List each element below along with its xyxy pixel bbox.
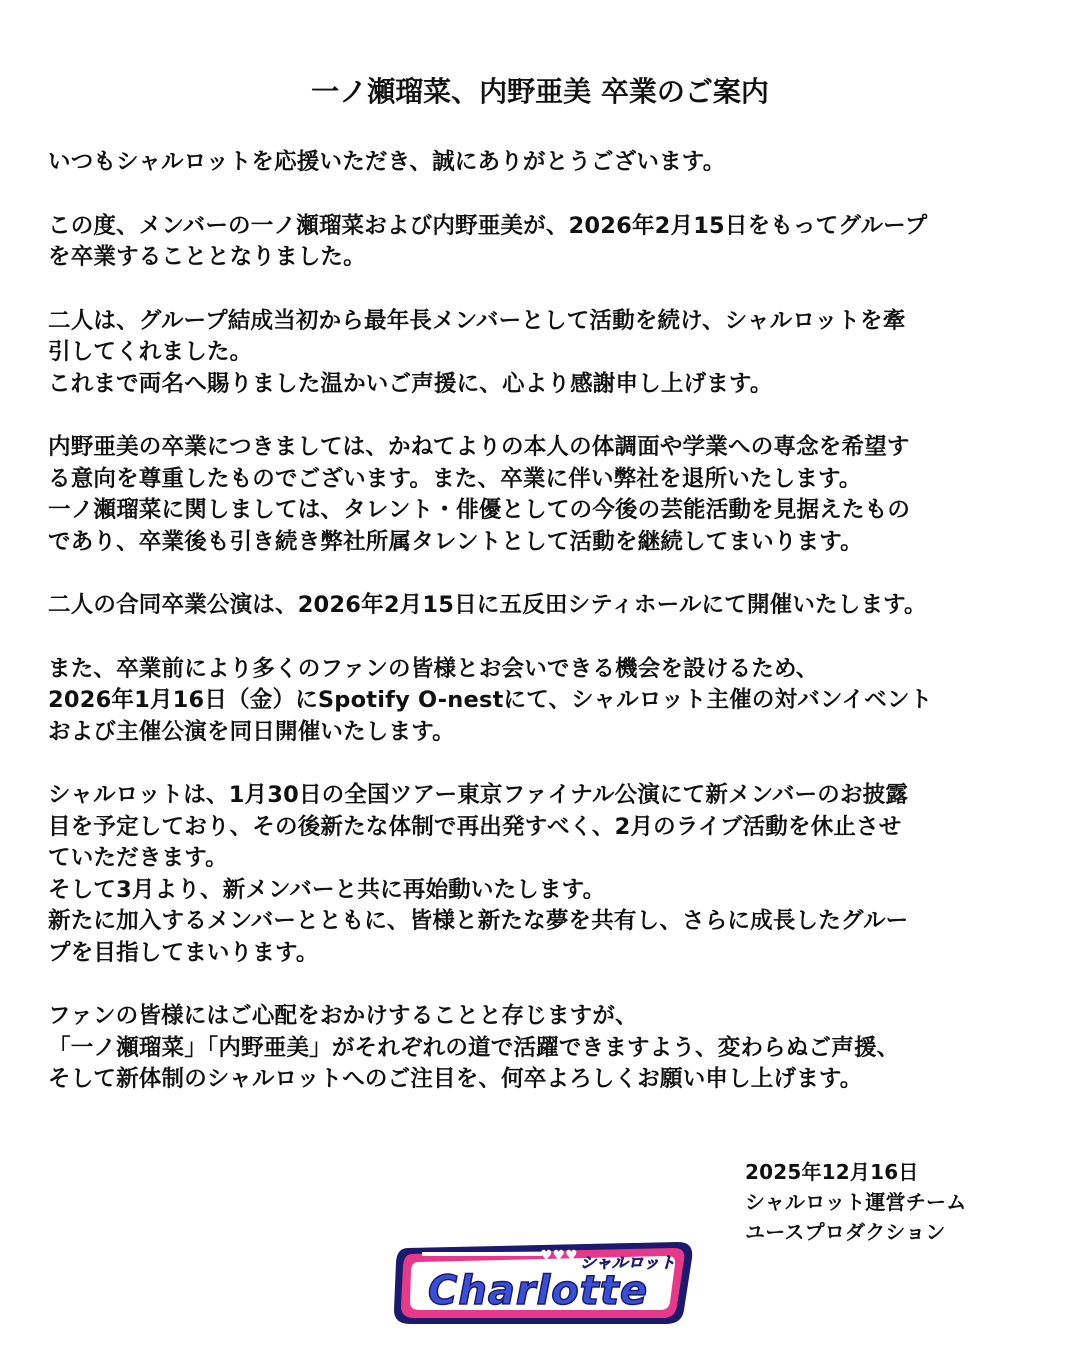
paragraph-line: これまで両名へ賜りました温かいご声援に、心より感謝申し上げます。 [48, 370, 773, 397]
announcement-paragraph [48, 432, 1038, 558]
page-title: 一ノ瀬瑠菜、内野亜美 卒業のご案内 [311, 75, 769, 108]
announcement-paragraph [48, 780, 1038, 969]
paragraph-line: そして3月より、新メンバーと共に再始動いたします。 [48, 876, 606, 903]
paragraph-line: る意向を尊重したものでございます。また、卒業に伴い弊社を退所いたします。 [48, 465, 862, 492]
paragraph-line: 2026年1月16日（金）にSpotify O-nestにて、シャルロット主催の対バンイベント [48, 687, 933, 713]
paragraph-line: 目を予定しており、その後新たな体制で再出発すべく、2月のライブ活動を休止させ [48, 813, 902, 840]
paragraph-line: 一ノ瀬瑠菜に関しましては、タレント・俳優としての今後の芸能活動を見据えたもの [48, 497, 911, 523]
logo-wordmark-text: Charlotte [428, 1268, 649, 1314]
signature-company: ユースプロダクション [745, 1220, 946, 1244]
announcement-paragraph [48, 1001, 1038, 1096]
announcement-body [48, 147, 1038, 1128]
paragraph-line: であり、卒業後も引き続き弊社所属タレントとして活動を継続してまいります。 [48, 528, 863, 555]
paragraph-line: 二人は、グループ結成当初から最年長メンバーとして活動を続け、シャルロットを牽 [48, 307, 906, 334]
signature-date: 2025年12月16日 [745, 1160, 919, 1184]
announcement-paragraph [48, 590, 1038, 622]
paragraph-line: 「一ノ瀬瑠菜」「内野亜美」がそれぞれの道で活躍できますよう、変わらぬご声援、 [48, 1034, 900, 1061]
paragraph-line: いつもシャルロットを応援いただき、誠にありがとうございます。 [48, 149, 726, 175]
announcement-paragraph [48, 654, 1038, 749]
announcement-paragraph [48, 211, 1038, 274]
logo-graphic [388, 1238, 698, 1328]
paragraph-line: この度、メンバーの一ノ瀬瑠菜および内野亜美が、2026年2月15日をもってグループ [48, 212, 928, 239]
logo-hearts-icon: ♥♥♥ [540, 1248, 578, 1264]
paragraph-line: を卒業することとなりました。 [48, 244, 366, 270]
announcement-paragraph [48, 147, 1038, 179]
paragraph-line: また、卒業前により多くのファンの皆様とお会いできる機会を設けるため、 [48, 655, 819, 682]
announcement-paragraph [48, 306, 1038, 401]
paragraph-line: ファンの皆様にはご心配をおかけすることと存じますが、 [48, 1003, 638, 1029]
signature-team: シャルロット運営チーム [745, 1190, 967, 1214]
logo-kana-text: シャルロット [580, 1253, 676, 1272]
paragraph-line: および主催公演を同日開催いたします。 [48, 718, 455, 745]
paragraph-line: プを目指してまいります。 [48, 939, 319, 966]
logo-speed-line [422, 1252, 542, 1256]
paragraph-line: 引してくれました。 [48, 339, 253, 365]
paragraph-line: そして新体制のシャルロットへのご注目を、何卒よろしくお願い申し上げます。 [48, 1066, 863, 1092]
paragraph-line: ていただきます。 [48, 845, 228, 871]
paragraph-line: 新たに加入するメンバーとともに、皆様と新たな夢を共有し、さらに成長したグルー [48, 908, 909, 934]
paragraph-line: シャルロットは、1月30日の全国ツアー東京ファイナル公演にて新メンバーのお披露 [48, 782, 909, 808]
paragraph-line: 内野亜美の卒業につきましては、かねてよりの本人の体調面や学業への専念を希望す [48, 434, 910, 460]
paragraph-line: 二人の合同卒業公演は、2026年2月15日に五反田シティホールにて開催いたします。 [48, 592, 927, 618]
charlotte-logo [388, 1238, 698, 1328]
signature-block [745, 1157, 966, 1247]
